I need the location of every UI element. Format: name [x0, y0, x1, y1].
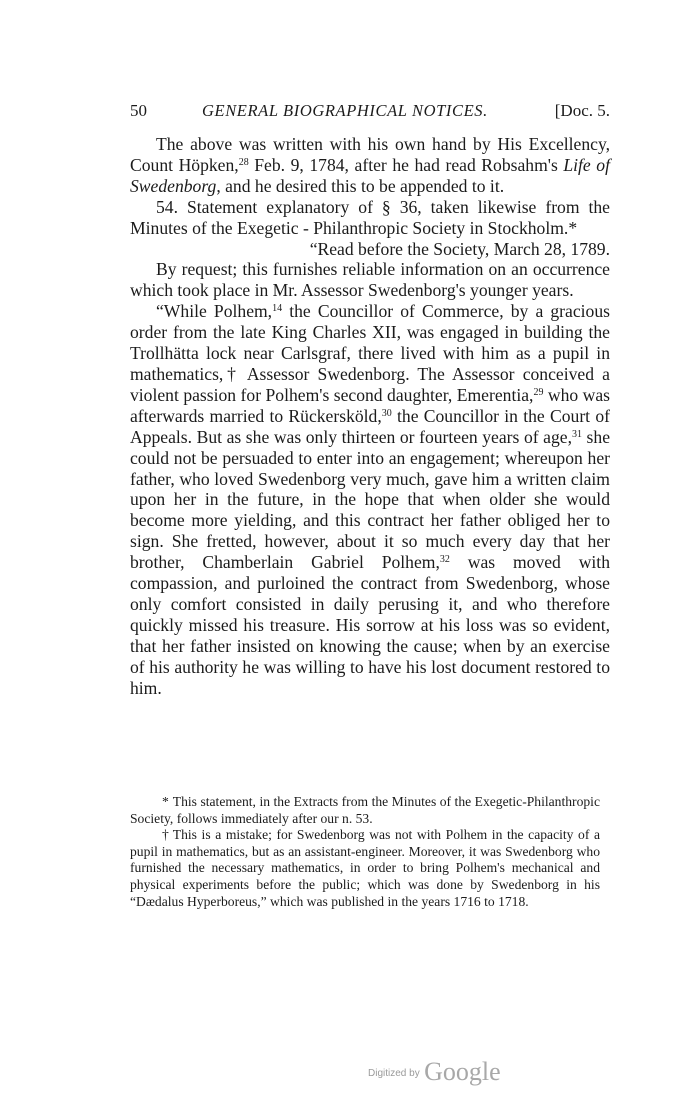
- footnote-ref-dagger: †: [223, 363, 240, 384]
- doc-reference: [Doc. 5.: [554, 101, 610, 120]
- note-ref-32: 32: [439, 554, 450, 566]
- paragraph-hopken-note: The above was written with his own hand by His Excellency, Count Höpken,$^{28}$ Feb. 9, 1784, after he had read Robsahm's Life of Swedenborg, and he desired this to be appended to it.: [130, 134, 610, 196]
- footnote-mark: *: [162, 794, 169, 809]
- footnote-dagger: † This is a mistake; for Swedenborg was not with Polhem in the capacity of a pupil in mathematics, but as an assistant-engineer. Moreover, it was Swedenborg who furnished the necessary mathematics, in order to bring Polhem's mechanical and physical experiments before the public; which was done by Swedenborg in his “Dædalus Hyperboreus,” which was published in the years 1716 to 1718.: [130, 827, 600, 909]
- paragraph-54-heading: 54. Statement explanatory of § 36, taken likewise from the Minutes of the Exegetic - Philanthropic Society in Stockholm.*: [130, 196, 610, 238]
- running-header: [130, 101, 610, 125]
- paragraph-polhem-story: “While Polhem,$^{14}$ the Councillor of Commerce, by a gracious order from the late King Charles XII, was engaged in building the Trollhätta lock near Carlsgraf, there lived with him as a pupil in mathematics,† Assessor Swedenborg. The Assessor conceived a violent passion for Polhem's second daughter, Emerentia,$^{29}$ who was afterwards married to Rückersköld,$^{30}$ the Councillor in the Court of Appeals. But as she was only thirteen or fourteen years of age,$^{31}$ she could not be persuaded to enter into an engagement; whereupon her father, who loved Swedenborg very much, gave him a written claim upon her in the future, in the hope that when older she would become more yielding, and this contract her father obliged her to sign. She fretted, however, about it so much every day that her brother, Chamberlain Gabriel Polhem,$^{32}$ was moved with compassion, and purloined the contract from Swedenborg, whose only comfort consisted in daily perusing it, and who therefore quickly missed his treasure. His sorrow at his loss was so evident, that her father insisted on knowing the cause; when by an exercise of his authority he was willing to have his lost document restored to him.: [130, 301, 610, 698]
- note-ref-30: 30: [381, 407, 392, 419]
- main-text: [130, 134, 610, 698]
- watermark-prefix: Digitized by: [368, 1068, 420, 1079]
- book-title: Life of Swedenborg: [130, 154, 610, 196]
- note-ref-14: 14: [272, 303, 283, 315]
- paragraph-by-request: By request; this furnishes reliable information on an occurrence which took place in Mr. Assessor Swedenborg's younger years.: [130, 259, 610, 301]
- footnote-asterisk: * This statement, in the Extracts from the Minutes of the Exegetic-Philanthropic Society, follows immediately after our n. 53.: [130, 794, 600, 826]
- note-ref-29: 29: [533, 386, 544, 398]
- footnote-mark: †: [162, 827, 169, 843]
- google-logo: Google: [424, 1057, 501, 1086]
- digitized-watermark: [368, 1057, 501, 1087]
- footnotes: [130, 794, 600, 910]
- page-number: 50: [130, 101, 147, 120]
- note-ref-28: 28: [238, 156, 249, 168]
- paragraph-read-date: “Read before the Society, March 28, 1789.: [309, 238, 610, 259]
- running-title: GENERAL BIOGRAPHICAL NOTICES.: [202, 101, 488, 120]
- note-ref-31: 31: [571, 428, 582, 440]
- footnote-ref-asterisk: *: [568, 217, 578, 238]
